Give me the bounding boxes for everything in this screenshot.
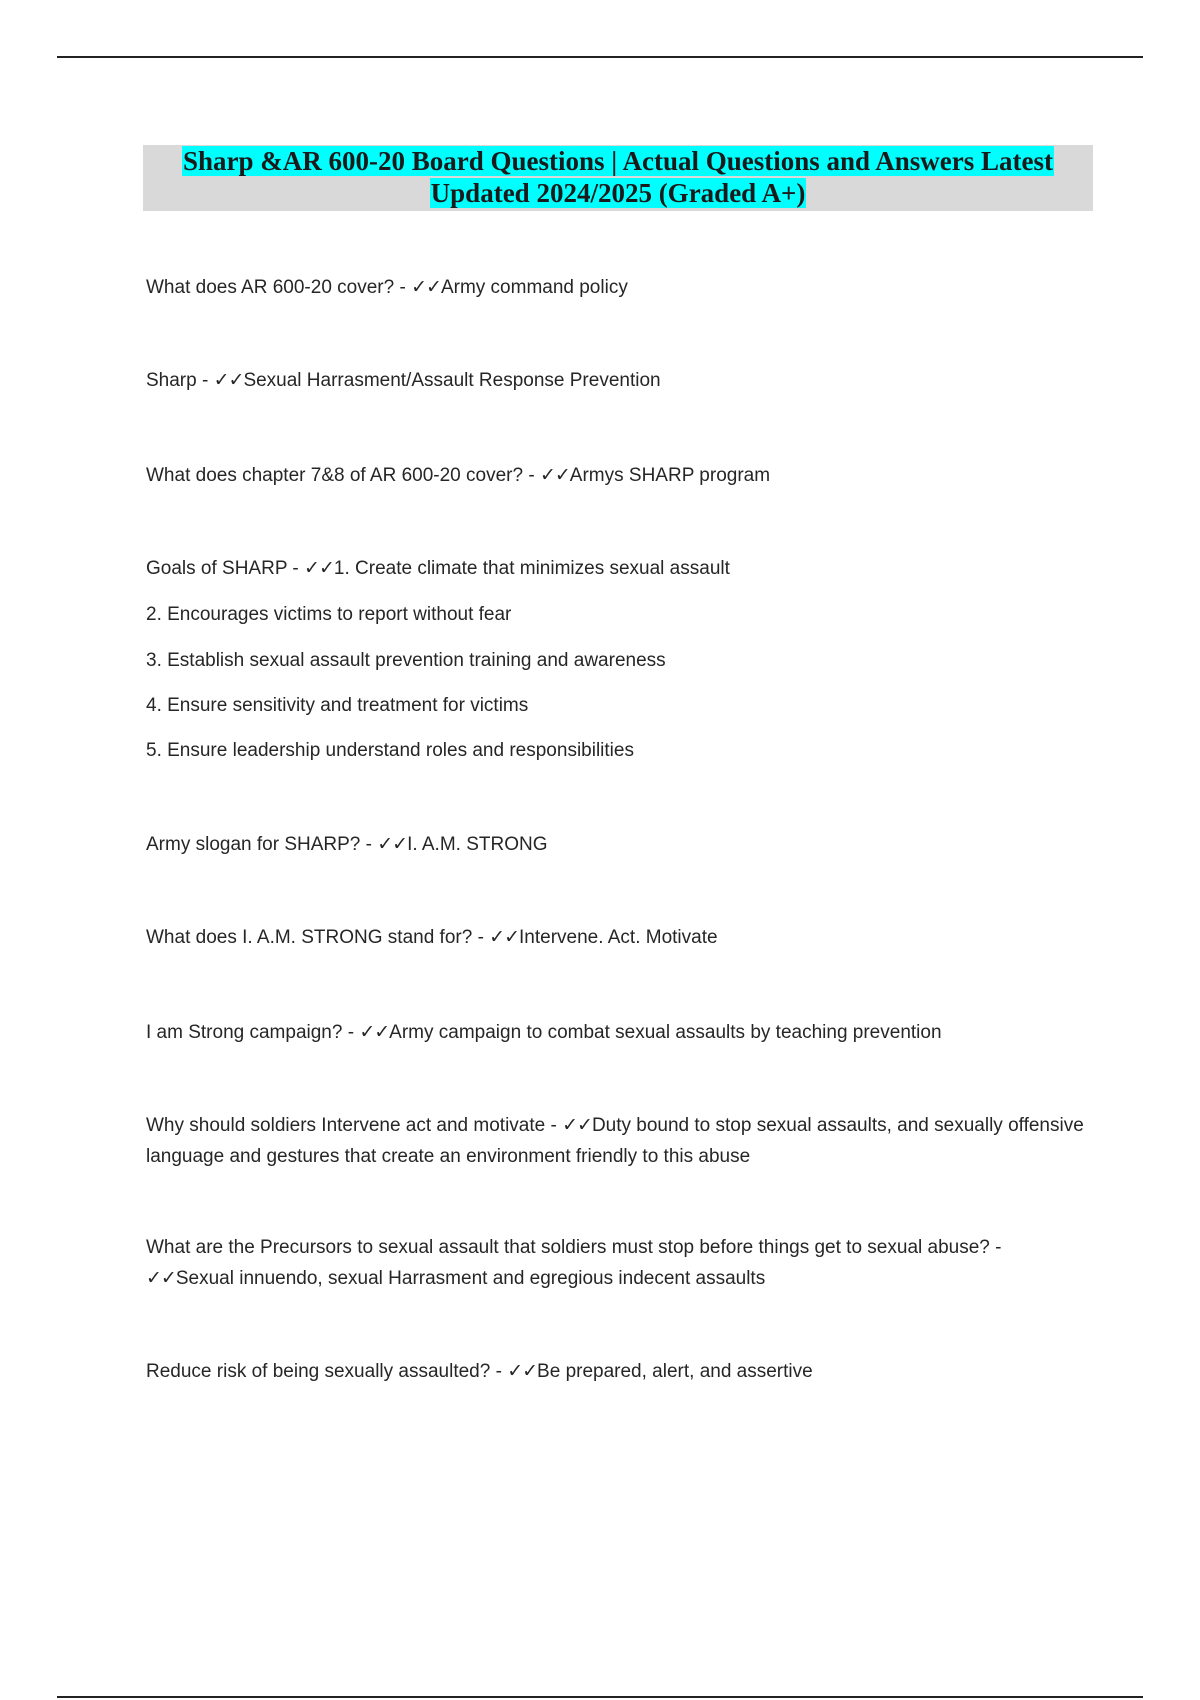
qa-entry-ar-600-20 (146, 272, 1076, 303)
answer-text: I. A.M. STRONG (407, 834, 548, 855)
document-title (143, 145, 1093, 211)
question-text: Why should soldiers Intervene act and motivate - (146, 1115, 563, 1136)
answer-text: Army command policy (440, 277, 628, 298)
check-icon: ✓✓ (146, 1267, 176, 1289)
question-text: Goals of SHARP - (146, 558, 305, 579)
title-line-1: Sharp &AR 600-20 Board Questions | Actual Questions and Answers Latest (182, 146, 1054, 176)
goal-item-4: 4. Ensure sensitivity and treatment for victims (146, 695, 529, 716)
answer-text: Duty bound to stop sexual assaults, and sexually offensive language and gestures that create an environment friendly to this abuse (146, 1115, 1084, 1167)
question-text: I am Strong campaign? - (146, 1022, 360, 1043)
qa-entry-i-am-strong-meaning (146, 922, 1076, 953)
qa-entry-precursors (146, 1232, 1086, 1294)
answer-text: Sexual innuendo, sexual Harrasment and egregious indecent assaults (175, 1268, 766, 1289)
answer-text: Army campaign to combat sexual assaults by teaching prevention (389, 1022, 942, 1043)
check-icon: ✓✓ (507, 1360, 538, 1382)
question-text: Reduce risk of being sexually assaulted? - (146, 1361, 508, 1382)
check-icon: ✓✓ (213, 369, 244, 391)
qa-entry-army-slogan (146, 829, 1076, 860)
check-icon: ✓✓ (359, 1021, 390, 1043)
goal-item-5: 5. Ensure leadership understand roles and responsibilities (146, 740, 634, 761)
question-text: What does I. A.M. STRONG stand for? - (146, 927, 490, 948)
qa-entry-goals-of-sharp (146, 553, 1076, 584)
bottom-rule (57, 1696, 1143, 1698)
goal-item-2: 2. Encourages victims to report without fear (146, 604, 512, 625)
question-text: Sharp - (146, 370, 214, 391)
question-text: Army slogan for SHARP? - (146, 834, 378, 855)
check-icon: ✓✓ (539, 464, 570, 486)
qa-entry-sharp (146, 365, 1076, 396)
qa-entry-why-intervene (146, 1110, 1086, 1172)
check-icon: ✓✓ (377, 833, 408, 855)
question-text: What are the Precursors to sexual assault that soldiers must stop before things get to sexual abuse? - (146, 1237, 1002, 1258)
title-line-2: Updated 2024/2025 (Graded A+) (430, 178, 806, 208)
check-icon: ✓✓ (489, 926, 520, 948)
check-icon: ✓✓ (562, 1114, 592, 1136)
qa-entry-i-am-strong-campaign (146, 1017, 1076, 1048)
answer-text: Be prepared, alert, and assertive (537, 1361, 813, 1382)
check-icon: ✓✓ (411, 276, 441, 298)
question-text: What does chapter 7&8 of AR 600-20 cover? - (146, 465, 540, 486)
answer-text: Intervene. Act. Motivate (519, 927, 718, 948)
answer-text: Armys SHARP program (569, 465, 771, 486)
question-text: What does AR 600-20 cover? - (146, 277, 412, 298)
answer-text: Sexual Harrasment/Assault Response Prevention (243, 370, 661, 391)
top-rule (57, 56, 1143, 58)
check-icon: ✓✓ (304, 557, 334, 579)
qa-entry-chapter-7-8 (146, 460, 1076, 491)
qa-entry-reduce-risk (146, 1356, 1076, 1387)
goal-item-3: 3. Establish sexual assault prevention training and awareness (146, 650, 666, 671)
answer-text: 1. Create climate that minimizes sexual assault (333, 558, 730, 579)
